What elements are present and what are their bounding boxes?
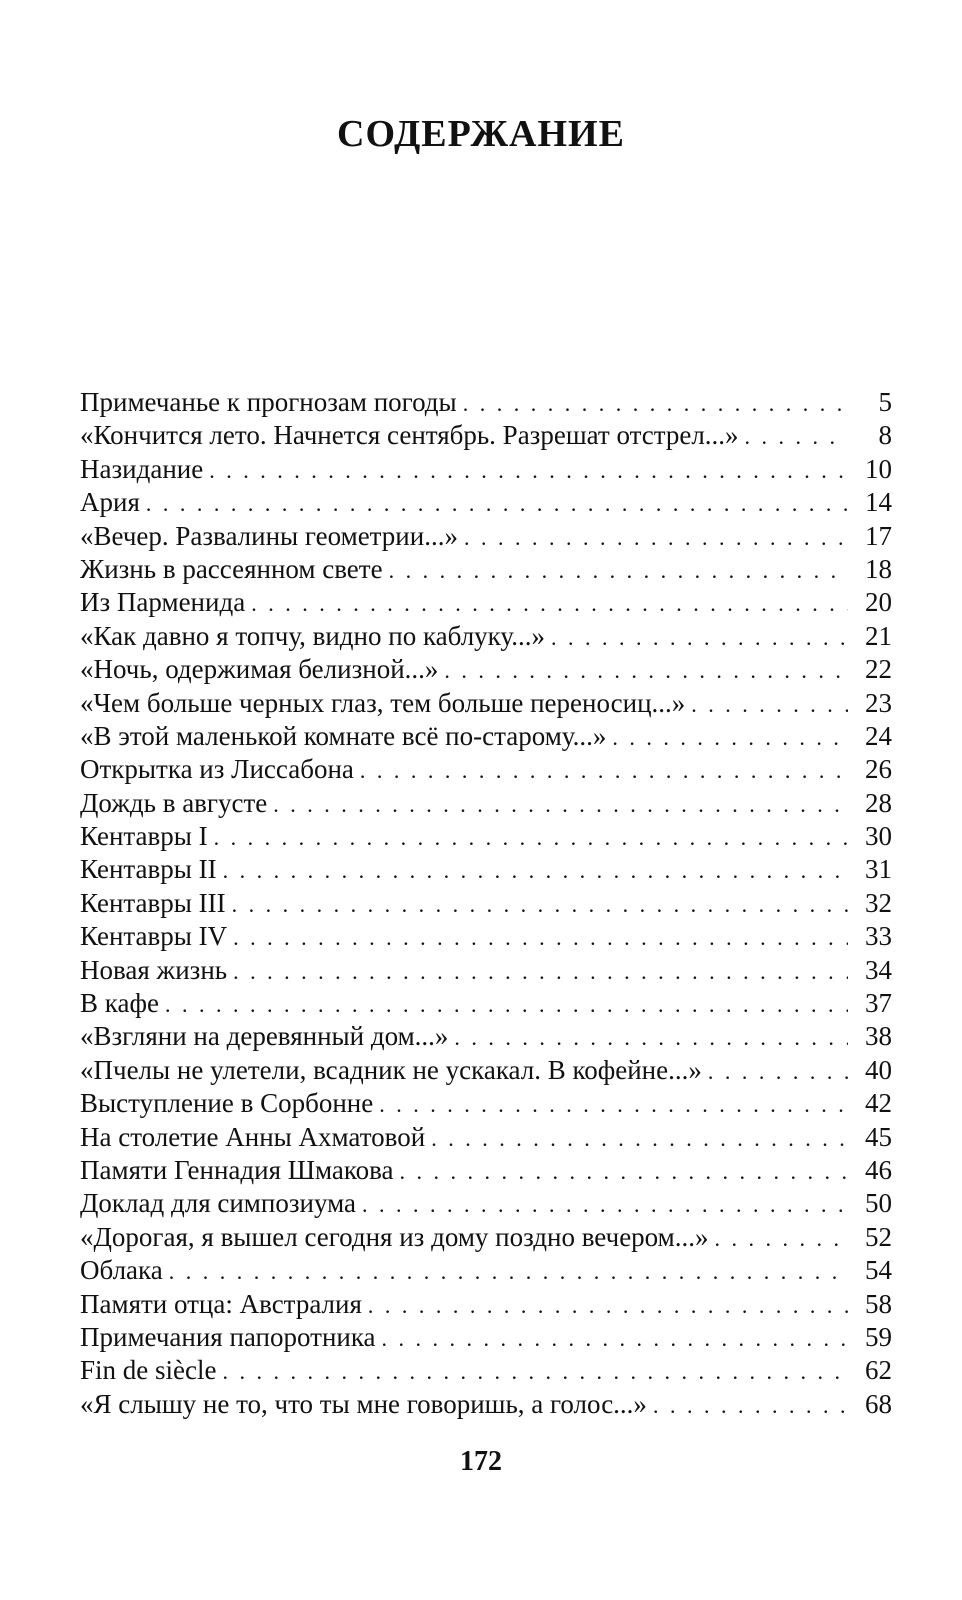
dot-leader <box>444 654 848 687</box>
dot-leader <box>209 454 848 487</box>
toc-entry <box>80 1054 892 1087</box>
dot-leader <box>362 1188 848 1221</box>
toc-entry <box>80 887 892 920</box>
toc-entry-title: «Взгляни на деревянный дом...» <box>80 1021 449 1052</box>
dot-leader <box>165 988 848 1021</box>
toc-entry-title: Облака <box>80 1255 163 1286</box>
toc-entry-page: 46 <box>865 1154 892 1185</box>
toc-entry-page: 23 <box>865 687 892 718</box>
toc-entry-page: 30 <box>865 821 892 852</box>
toc-entry-page: 62 <box>865 1355 892 1386</box>
dot-leader <box>223 854 848 887</box>
toc-entry-page: 14 <box>865 487 892 518</box>
dot-leader <box>463 387 848 420</box>
toc-entry <box>80 687 892 720</box>
dot-leader <box>382 1322 848 1355</box>
dot-leader <box>612 721 848 754</box>
toc-entry-title: Новая жизнь <box>80 954 228 985</box>
toc-entry-title: Из Парменида <box>80 587 246 618</box>
toc-entry <box>80 787 892 820</box>
toc-entry-title: «Я слышу не то, что ты мне говоришь, а голос...» <box>80 1388 647 1419</box>
toc-entry <box>80 1288 892 1321</box>
toc-entry-title: Кентавры I <box>80 821 208 852</box>
toc-entry-page: 5 <box>878 387 892 417</box>
toc-entry <box>80 620 892 653</box>
toc-entry-page: 45 <box>865 1121 892 1152</box>
toc-entry <box>80 586 892 619</box>
dot-leader <box>368 1289 848 1322</box>
toc-entry-title: Назидание <box>80 453 204 484</box>
toc-entry-title: Примечания папоротника <box>80 1321 376 1352</box>
toc-entry-page: 68 <box>865 1388 892 1419</box>
toc-entry-title: Кентавры III <box>80 887 226 918</box>
toc-entry-title: Примечанье к прогнозам погоды <box>80 387 457 417</box>
dot-leader <box>454 1021 848 1054</box>
toc-entry-page: 34 <box>865 954 892 985</box>
toc-entry <box>80 920 892 953</box>
toc-entry-page: 54 <box>865 1255 892 1286</box>
page-number: 172 <box>460 1446 502 1477</box>
toc-entry-title: В кафе <box>80 988 159 1019</box>
dot-leader <box>400 1155 848 1188</box>
toc-entry-title: «Как давно я топчу, видно по каблуку...» <box>80 620 545 651</box>
dot-leader <box>214 821 848 854</box>
toc-entry-page: 33 <box>865 921 892 952</box>
dot-leader <box>273 788 848 821</box>
dot-leader <box>251 587 848 620</box>
dot-leader <box>653 1389 848 1422</box>
toc-entry-page: 17 <box>865 520 892 551</box>
toc-entry-title: «В этой маленькой комнате всё по-старому...» <box>80 720 607 751</box>
toc-entry-title: Жизнь в рассеянном свете <box>80 553 383 584</box>
toc-entry-title: Памяти Геннадия Шмакова <box>80 1154 394 1185</box>
toc-entry-page: 24 <box>865 720 892 751</box>
toc-entry-page: 50 <box>865 1188 892 1219</box>
toc-entry-page: 32 <box>865 887 892 918</box>
toc-entry-title: Памяти отца: Австралия <box>80 1288 362 1319</box>
dot-leader <box>222 1355 848 1388</box>
toc-entry-page: 38 <box>865 1021 892 1052</box>
toc-entry-page: 22 <box>865 654 892 685</box>
toc-entry-page: 40 <box>865 1054 892 1085</box>
dot-leader <box>431 1122 848 1155</box>
dot-leader <box>233 955 848 988</box>
toc-entry <box>80 954 892 987</box>
toc-entry-page: 18 <box>865 553 892 584</box>
toc-entry-title: Кентавры IV <box>80 921 228 952</box>
toc-entry <box>80 987 892 1020</box>
toc-entry <box>80 1187 892 1220</box>
toc-entry <box>80 553 892 586</box>
toc-entry <box>80 486 892 519</box>
dot-leader <box>360 754 848 787</box>
toc-entry <box>80 1388 892 1421</box>
dot-leader <box>379 1088 848 1121</box>
toc-entry <box>80 1321 892 1354</box>
dot-leader <box>146 487 848 520</box>
toc-entry <box>80 453 892 486</box>
toc-entry <box>80 386 892 419</box>
toc-entry-page: 58 <box>865 1288 892 1319</box>
toc-entry-title: Доклад для симпозиума <box>80 1188 356 1219</box>
toc-entry-page: 8 <box>878 420 892 451</box>
dot-leader <box>389 554 848 587</box>
toc-entry-title: Выступление в Сорбонне <box>80 1088 374 1119</box>
page-title: СОДЕРЖАНИЕ <box>337 113 625 155</box>
dot-leader <box>551 621 848 654</box>
dot-leader <box>691 688 848 721</box>
toc-entry-page: 28 <box>865 787 892 818</box>
dot-leader <box>464 521 848 554</box>
toc-entry-page: 10 <box>865 453 892 484</box>
toc-entry <box>80 1221 892 1254</box>
toc-entry-title: Ария <box>80 487 140 518</box>
dot-leader <box>233 921 848 954</box>
toc-entry-page: 59 <box>865 1321 892 1352</box>
toc-entry-page: 20 <box>865 587 892 618</box>
toc-entry-page: 42 <box>865 1088 892 1119</box>
dot-leader <box>232 888 848 921</box>
toc-entry <box>80 820 892 853</box>
toc-entry-page: 21 <box>865 620 892 651</box>
toc-entry <box>80 1121 892 1154</box>
dot-leader <box>715 1222 848 1255</box>
toc-entry <box>80 720 892 753</box>
table-of-contents <box>80 386 892 1421</box>
toc-entry <box>80 1087 892 1120</box>
toc-entry-page: 31 <box>865 854 892 885</box>
toc-entry <box>80 520 892 553</box>
dot-leader <box>708 1055 848 1088</box>
toc-entry <box>80 1154 892 1187</box>
toc-entry <box>80 419 892 452</box>
toc-entry <box>80 753 892 786</box>
toc-entry-title: Дождь в августе <box>80 787 268 818</box>
toc-entry-title: «Кончится лето. Начнется сентябрь. Разрешат отстрел...» <box>80 420 739 451</box>
toc-entry <box>80 1354 892 1387</box>
toc-entry-title: «Пчелы не улетели, всадник не ускакал. В кофейне...» <box>80 1054 702 1085</box>
toc-entry <box>80 853 892 886</box>
toc-entry-page: 26 <box>865 754 892 785</box>
toc-entry-title: «Ночь, одержимая белизной...» <box>80 654 439 685</box>
toc-entry <box>80 1020 892 1053</box>
toc-entry-title: «Чем больше черных глаз, тем больше переносиц...» <box>80 687 686 718</box>
toc-entry-page: 37 <box>865 988 892 1019</box>
toc-entry-title: Открытка из Лиссабона <box>80 754 354 785</box>
toc-entry <box>80 653 892 686</box>
toc-entry <box>80 1254 892 1287</box>
toc-entry-page: 52 <box>865 1221 892 1252</box>
toc-entry-title: «Дорогая, я вышел сегодня из дому поздно вечером...» <box>80 1221 709 1252</box>
dot-leader <box>169 1255 848 1288</box>
toc-entry-title: «Вечер. Развалины геометрии...» <box>80 520 458 551</box>
dot-leader <box>745 420 848 453</box>
toc-entry-title: Кентавры II <box>80 854 217 885</box>
toc-entry-title: Fin de siècle <box>80 1355 217 1386</box>
toc-entry-title: На столетие Анны Ахматовой <box>80 1121 426 1152</box>
